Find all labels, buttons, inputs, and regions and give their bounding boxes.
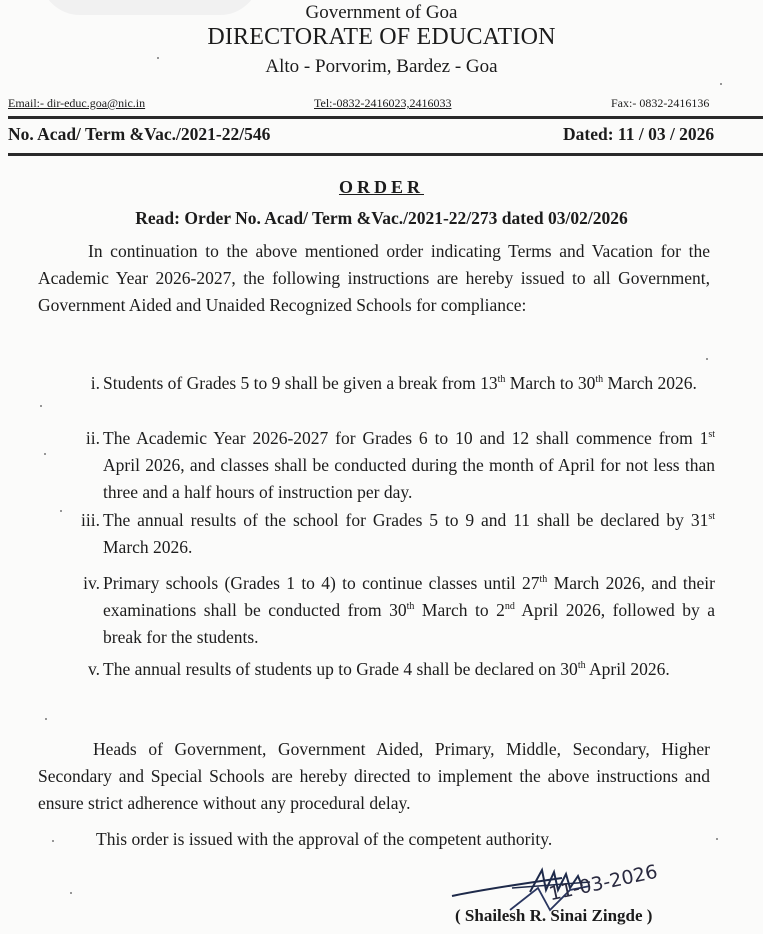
scan-speck <box>40 405 42 407</box>
reference-row <box>8 124 763 148</box>
item-text: The annual results of students up to Grade 4 shall be declared on 30th April 2026. <box>103 659 670 679</box>
fax: Fax:- 0832-2416136 <box>611 96 710 110</box>
read-reference: Read: Order No. Acad/ Term &Vac./2021-22/273 dated 03/02/2026 <box>135 208 628 228</box>
item-text: Primary schools (Grades 1 to 4) to continue classes until 27th March 2026, and their examinations shall be conducted from 30th March to 2nd April 2026, followed by a break for the students. <box>103 573 716 647</box>
dated: Dated: 11 / 03 / 2026 <box>563 124 715 144</box>
item-number: ii. <box>85 428 100 448</box>
signature-block <box>450 860 750 934</box>
reference-divider <box>8 153 763 156</box>
directorate-title: DIRECTORATE OF EDUCATION <box>207 24 556 50</box>
handwritten-date: 11-03-2026 <box>546 860 660 906</box>
signatory-name: ( Shailesh R. Sinai Zingde ) <box>455 906 653 925</box>
ordinal-suffix: st <box>708 429 715 441</box>
scan-speck <box>45 718 47 720</box>
scan-speck <box>157 57 159 59</box>
item-number: i. <box>90 373 100 393</box>
scan-speck <box>44 453 46 455</box>
directive-paragraph: Heads of Government, Government Aided, Primary, Middle, Secondary, Higher Secondary and Special Schools are hereby directed to implement the above instructions and ensure strict adherence without any procedural delay. <box>38 739 710 813</box>
ordinal-suffix: nd <box>504 601 515 613</box>
ordinal-suffix: th <box>595 374 604 386</box>
order-title: ORDER <box>338 177 424 197</box>
ordinal-suffix: st <box>708 511 715 523</box>
reference-number: No. Acad/ Term &Vac./2021-22/546 <box>8 124 271 144</box>
ordinal-suffix: th <box>577 660 586 672</box>
scan-speck <box>716 838 718 840</box>
scan-speck <box>70 892 72 894</box>
ordinal-suffix: th <box>406 601 415 613</box>
item-text: Students of Grades 5 to 9 shall be given a break from 13th March to 30th March 2026. <box>103 373 697 393</box>
contact-row <box>8 96 763 114</box>
item-number: iv. <box>83 573 100 593</box>
item-number: iii. <box>81 510 100 530</box>
address: Alto - Porvorim, Bardez - Goa <box>265 56 498 77</box>
header-divider <box>8 116 763 119</box>
scan-speck <box>60 510 62 512</box>
ordinal-suffix: th <box>539 574 548 586</box>
item-text: The Academic Year 2026-2027 for Grades 6 to 10 and 12 shall commence from 1st April 2026, and classes shall be conducted during the month of April for not less than three and a half hours of instruction per day. <box>103 428 715 502</box>
government-name: Government of Goa <box>305 2 458 23</box>
scan-speck <box>720 83 722 85</box>
telephone: Tel:-0832-2416023,2416033 <box>314 96 452 110</box>
approval-statement: This order is issued with the approval of the competent authority. <box>96 829 553 849</box>
intro-paragraph: In continuation to the above mentioned order indicating Terms and Vacation for the Academic Year 2026-2027, the following instructions are hereby issued to all Government, Government Aided and Unaided Recognized Schools for compliance: <box>38 241 710 315</box>
item-number: v. <box>88 659 100 679</box>
item-text: The annual results of the school for Grades 5 to 9 and 11 shall be declared by 31st March 2026. <box>103 510 715 557</box>
scan-speck <box>52 840 54 842</box>
ordinal-suffix: th <box>497 374 506 386</box>
scan-speck <box>706 358 708 360</box>
email-link[interactable]: Email:- dir-educ.goa@nic.in <box>8 96 146 110</box>
